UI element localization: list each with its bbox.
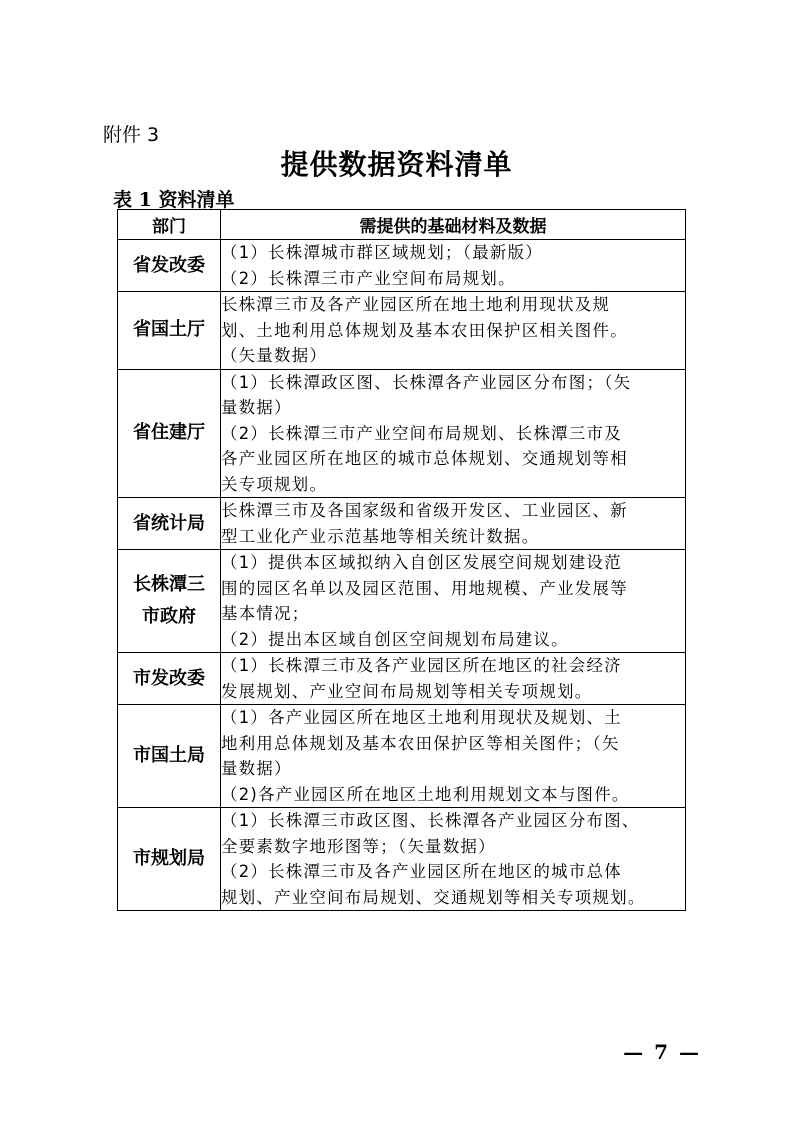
department-name: 市规划局 bbox=[133, 848, 205, 869]
material-line: 量数据） bbox=[221, 759, 292, 778]
material-line: 关专项规划。 bbox=[221, 474, 328, 494]
materials-cell bbox=[221, 369, 686, 498]
materials-cell bbox=[221, 705, 686, 808]
header-department: 部门 bbox=[118, 210, 221, 240]
material-line: 各产业园区所在地区的城市总体规划、交通规划等相 bbox=[221, 449, 628, 468]
table-row bbox=[118, 550, 686, 653]
header-materials: 需提供的基础材料及数据 bbox=[221, 210, 686, 240]
material-line: （1）提供本区域拟纳入自创区发展空间规划建设范 bbox=[221, 553, 622, 572]
material-line: （2)各产业园区所在地区土地利用规划文本与图件。 bbox=[221, 784, 630, 804]
table-row bbox=[118, 705, 686, 808]
material-line: 量数据） bbox=[221, 398, 292, 417]
materials-cell bbox=[221, 808, 686, 911]
material-line: （2）长株潭三市产业空间布局规划、长株潭三市及 bbox=[221, 423, 622, 443]
material-line: 型工业化产业示范基地等相关统计数据。 bbox=[221, 526, 540, 546]
material-line: （2）提出本区域自创区空间规划布局建议。 bbox=[221, 629, 569, 649]
table-row bbox=[118, 369, 686, 498]
material-line: 长株潭三市及各产业园区所在地土地利用现状及规 bbox=[221, 295, 611, 314]
table-row bbox=[118, 292, 686, 370]
material-line: （1）长株潭城市群区域规划；（最新版） bbox=[221, 243, 543, 262]
table-row bbox=[118, 498, 686, 550]
department-name: 省国土厅 bbox=[133, 319, 205, 341]
table-row bbox=[118, 240, 686, 292]
materials-cell bbox=[221, 550, 686, 653]
material-line: 基本情况； bbox=[221, 604, 310, 623]
table-caption: 表 1 资料清单 bbox=[113, 189, 235, 211]
material-line: （矢量数据） bbox=[221, 346, 328, 365]
department-cell bbox=[118, 653, 221, 705]
page-number: — 7 — bbox=[623, 1040, 701, 1064]
material-line: 划、土地利用总体规划及基本农田保护区相关图件。 bbox=[221, 320, 628, 340]
material-line: 长株潭三市及各国家级和省级开发区、工业园区、新 bbox=[221, 501, 628, 520]
attachment-label: 附件 3 bbox=[103, 124, 160, 146]
department-cell bbox=[118, 369, 221, 498]
department-name: 省统计局 bbox=[133, 512, 205, 534]
material-line: （1）各产业园区所在地区土地利用现状及规划、土 bbox=[221, 708, 622, 727]
material-line: （1）长株潭三市政区图、长株潭各产业园区分布图、 bbox=[221, 811, 640, 830]
table-row bbox=[118, 808, 686, 911]
material-line: （2）长株潭三市及各产业园区所在地区的城市总体 bbox=[221, 862, 622, 881]
materials-cell bbox=[221, 653, 686, 705]
table-header-row bbox=[118, 210, 686, 240]
department-name: 市国土局 bbox=[133, 745, 205, 766]
department-cell bbox=[118, 292, 221, 370]
department-cell bbox=[118, 808, 221, 911]
department-name: 市发改委 bbox=[133, 667, 205, 689]
department-name: 长株潭三市政府 bbox=[133, 574, 205, 627]
material-line: 规划、产业空间布局规划、交通规划等相关专项规划。 bbox=[221, 887, 646, 907]
document-title: 提供数据资料清单 bbox=[280, 148, 513, 181]
department-cell bbox=[118, 498, 221, 550]
materials-cell bbox=[221, 240, 686, 292]
material-line: （1）长株潭政区图、长株潭各产业园区分布图；（矢 bbox=[221, 372, 632, 392]
department-cell bbox=[118, 705, 221, 808]
table-row bbox=[118, 653, 686, 705]
department-name: 省发改委 bbox=[133, 254, 205, 276]
materials-cell bbox=[221, 292, 686, 370]
material-line: 围的园区名单以及园区范围、用地规模、产业发展等 bbox=[221, 578, 628, 598]
material-line: （1）长株潭三市及各产业园区所在地区的社会经济 bbox=[221, 656, 622, 675]
materials-table bbox=[117, 209, 686, 911]
department-cell bbox=[118, 550, 221, 653]
department-cell bbox=[118, 240, 221, 292]
material-line: 全要素数字地形图等；（矢量数据） bbox=[221, 836, 496, 856]
material-line: 地利用总体规划及基本农田保护区等相关图件；（矢 bbox=[221, 733, 620, 753]
materials-cell bbox=[221, 498, 686, 550]
material-line: （2）长株潭三市产业空间布局规划。 bbox=[221, 268, 516, 288]
material-line: 发展规划、产业空间布局规划等相关专项规划。 bbox=[221, 681, 593, 701]
department-name: 省住建厅 bbox=[133, 422, 205, 444]
